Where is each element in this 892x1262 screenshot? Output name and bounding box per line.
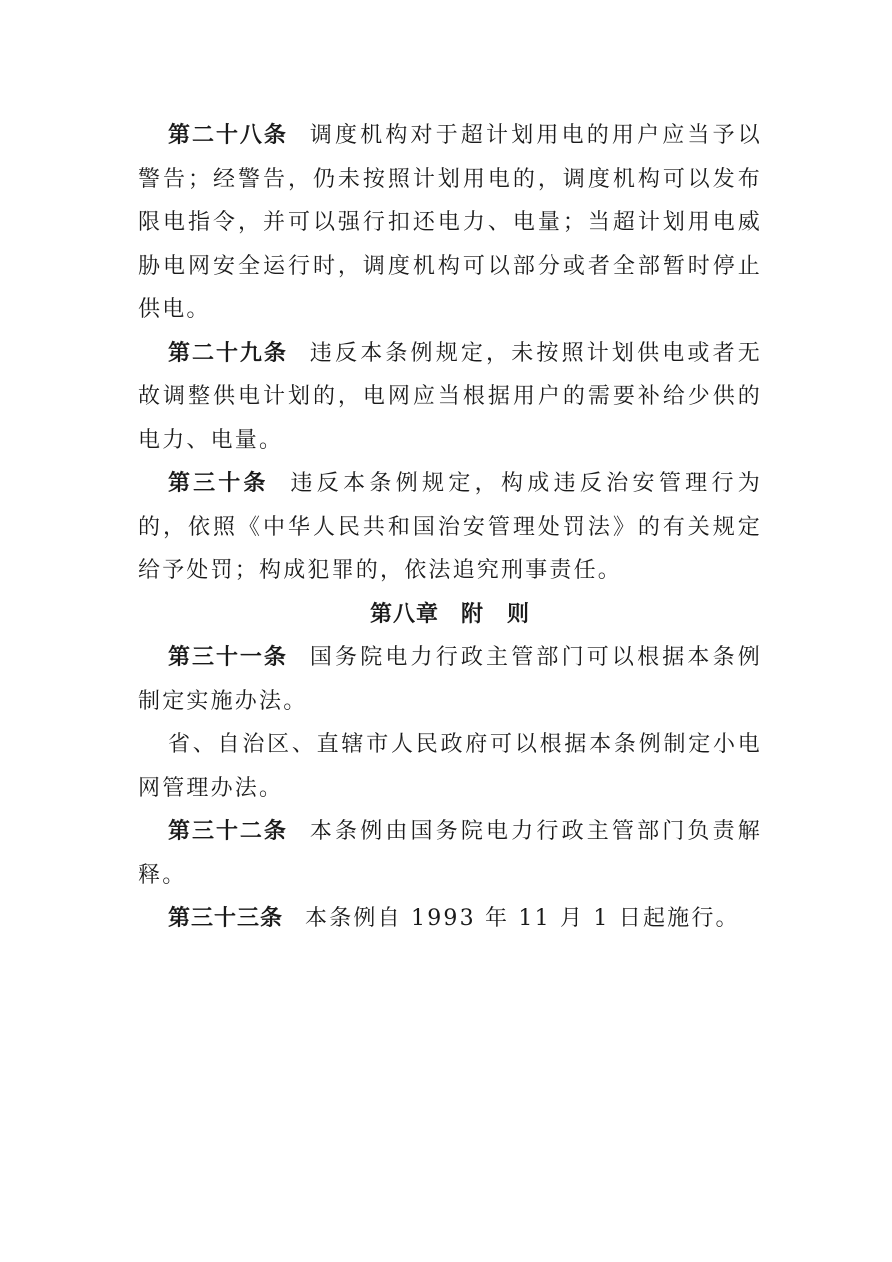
chapter-label: 第八章 [369,601,439,627]
article-text: 本条例自 1993 年 11 月 1 日起施行。 [305,906,740,931]
article-text: 违反本条例规定，未按照计划供电或者无故调整供电计划的，电网应当根据用户的需要补给少供的电力、电量。 [138,340,762,453]
article-text: 国务院电力行政主管部门可以根据本条例制定实施办法。 [138,645,762,714]
article-32 [138,810,762,897]
article-text: 本条例由国务院电力行政主管部门负责解释。 [138,819,762,888]
article-number: 第二十八条 [168,123,288,148]
document-body [138,114,762,941]
article-number: 第三十一条 [168,645,288,670]
article-number: 第二十九条 [168,340,288,366]
article-30 [138,462,762,593]
article-29 [138,332,762,463]
article-number: 第三十三条 [168,906,284,931]
chapter-heading [138,593,762,637]
article-31-paragraph-2 [138,723,762,810]
article-text: 调度机构对于超计划用电的用户应当予以警告；经警告，仍未按照计划用电的，调度机构可以发布限电指令，并可以强行扣还电力、电量；当超计划用电威胁电网安全运行时，调度机构可以部分或者全部暂时停止供电。 [138,123,762,322]
article-number: 第三十条 [168,471,269,496]
article-number: 第三十二条 [168,819,288,844]
article-28 [138,114,762,332]
article-text: 违反本条例规定，构成违反治安管理行为的，依照《中华人民共和国治安管理处罚法》的有关规定给予处罚；构成犯罪的，依法追究刑事责任。 [138,471,762,583]
article-33 [138,897,762,941]
article-31 [138,636,762,723]
chapter-title: 附 则 [461,601,531,627]
article-text: 省、自治区、直辖市人民政府可以根据本条例制定小电网管理办法。 [138,732,762,801]
